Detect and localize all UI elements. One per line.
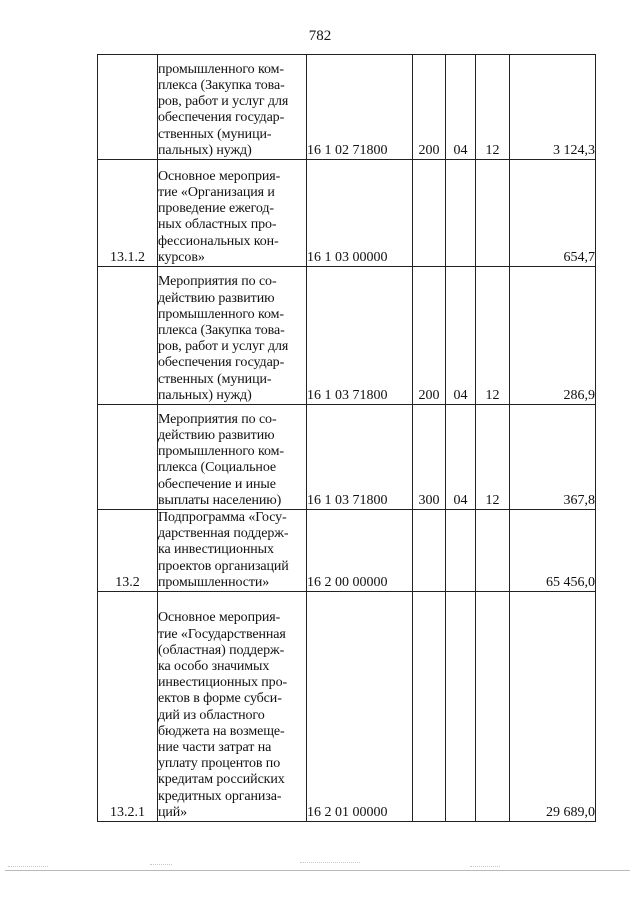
target-article-cell: 16 1 03 00000 [307, 160, 413, 267]
item-name-cell [158, 405, 307, 510]
table-row [98, 55, 596, 160]
row-number-cell [98, 267, 158, 405]
item-name-line: ных областных про- [158, 217, 277, 233]
item-name-line: ектов в форме субси- [158, 691, 282, 707]
item-name-line: ственных (муници- [158, 371, 272, 387]
item-name-line: обеспечение и иные [158, 476, 276, 492]
amount-cell: 3 124,3 [510, 55, 596, 160]
scan-artifact [470, 866, 500, 867]
item-name-line: пальных) нужд) [158, 387, 252, 403]
item-name-line: фессиональных кон- [158, 233, 279, 249]
item-name-line: промышленного ком- [158, 444, 284, 460]
item-name-cell [158, 510, 307, 592]
item-name-line: ние части затрат на [158, 740, 272, 755]
expense-type-cell: 200 [413, 55, 446, 160]
item-name-line: плекса (Социальное [158, 460, 277, 476]
target-article-cell: 16 1 02 71800 [307, 55, 413, 160]
subsection-cell: 12 [476, 55, 510, 160]
item-name-line: проведение ежегод- [158, 201, 274, 217]
item-name-line: ка инвестиционных [158, 542, 274, 558]
item-name-line: ров, работ и услуг для [158, 94, 289, 110]
item-name-line: тие «Организация и [158, 184, 275, 200]
section-cell [446, 592, 476, 822]
item-name-line: Основное мероприя- [158, 168, 281, 184]
item-name-line: ций» [158, 804, 188, 820]
item-name-line: действию развитию [158, 290, 275, 306]
item-name-line: дарственная поддерж- [158, 526, 289, 542]
item-name-line: ка особо значимых [158, 658, 270, 674]
item-name-cell [158, 592, 307, 822]
item-name-line: обеспечения государ- [158, 110, 285, 126]
row-number-cell [98, 405, 158, 510]
page-number: 782 [308, 28, 332, 44]
scan-artifact [300, 862, 360, 863]
item-name-line: пальных) нужд) [158, 142, 252, 158]
table-row [98, 267, 596, 405]
item-name-line: проектов организаций [158, 558, 289, 574]
item-name-line: промышленного ком- [158, 61, 284, 77]
item-name-line: Мероприятия по со- [158, 274, 277, 290]
page-bottom-rule [5, 870, 630, 871]
scan-artifact [8, 866, 48, 867]
item-name-line: выплаты населению) [158, 492, 282, 508]
item-name-line: плекса (Закупка това- [158, 77, 285, 93]
item-name-line: обеспечения государ- [158, 355, 285, 371]
row-number-cell: 13.2.1 [98, 592, 158, 822]
subsection-cell [476, 592, 510, 822]
target-article-cell: 16 1 03 71800 [307, 267, 413, 405]
amount-cell: 367,8 [510, 405, 596, 510]
scan-artifact [150, 864, 172, 865]
item-name-line: ственных (муници- [158, 126, 272, 142]
item-name-line: инвестиционных про- [158, 675, 288, 691]
item-name-line: действию развитию [158, 427, 275, 443]
item-name-line: Основное мероприя- [158, 610, 281, 626]
subsection-cell [476, 160, 510, 267]
row-number-cell: 13.2 [98, 510, 158, 592]
row-number-cell: 13.1.2 [98, 160, 158, 267]
expense-type-cell: 300 [413, 405, 446, 510]
item-name-line: (областная) поддерж- [158, 642, 285, 658]
table-row [98, 405, 596, 510]
item-name-line: уплату процентов по [158, 756, 281, 772]
item-name-cell [158, 267, 307, 405]
subsection-cell: 12 [476, 267, 510, 405]
table-row [98, 592, 596, 822]
amount-cell: 29 689,0 [510, 592, 596, 822]
target-article-cell: 16 1 03 71800 [307, 405, 413, 510]
item-name-line: дий из областного [158, 707, 265, 723]
table-row [98, 160, 596, 267]
subsection-cell: 12 [476, 405, 510, 510]
item-name-line: промышленности» [158, 574, 270, 590]
item-name-cell [158, 55, 307, 160]
amount-cell: 286,9 [510, 267, 596, 405]
item-name-line: Мероприятия по со- [158, 411, 277, 427]
item-name-line: бюджета на возмеще- [158, 723, 285, 739]
item-name-line: тие «Государственная [158, 626, 286, 642]
expense-type-cell [413, 510, 446, 592]
subsection-cell [476, 510, 510, 592]
expense-type-cell: 200 [413, 267, 446, 405]
budget-table [97, 54, 596, 822]
item-name-line: ров, работ и услуг для [158, 339, 289, 355]
expense-type-cell [413, 160, 446, 267]
item-name-line: кредитных организа- [158, 788, 282, 804]
amount-cell: 654,7 [510, 160, 596, 267]
section-cell [446, 510, 476, 592]
section-cell: 04 [446, 405, 476, 510]
item-name-line: плекса (Закупка това- [158, 322, 285, 338]
section-cell: 04 [446, 267, 476, 405]
target-article-cell: 16 2 01 00000 [307, 592, 413, 822]
item-name-line: курсов» [158, 249, 205, 265]
table-row [98, 510, 596, 592]
section-cell: 04 [446, 55, 476, 160]
target-article-cell: 16 2 00 00000 [307, 510, 413, 592]
expense-type-cell [413, 592, 446, 822]
item-name-line: промышленного ком- [158, 306, 284, 322]
item-name-line: кредитам российских [158, 772, 285, 788]
section-cell [446, 160, 476, 267]
row-number-cell [98, 55, 158, 160]
item-name-cell [158, 160, 307, 267]
amount-cell: 65 456,0 [510, 510, 596, 592]
item-name-line: Подпрограмма «Госу- [158, 510, 287, 525]
budget-table-body [98, 55, 596, 822]
